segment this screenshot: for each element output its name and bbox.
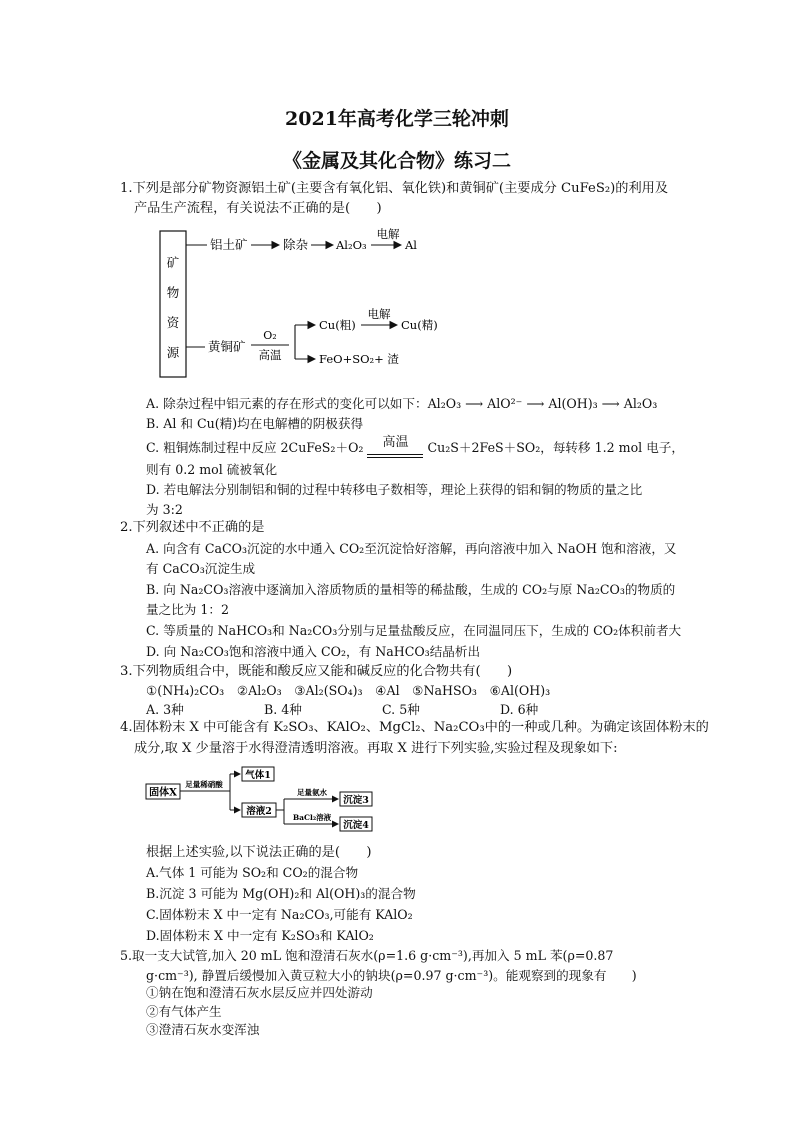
q4-stem-line1: 4.固体粉末 X 中可能含有 K₂SO₃、KAlO₂、MgCl₂、Na₂CO₃中的一种或几种。为确定该固体粉末的: [120, 720, 709, 735]
q1-option-a: A. 除杂过程中铝元素的存在形式的变化可以如下：Al₂O₃ ⟶ AlO²⁻ ⟶ Al(OH)₃ ⟶ Al₂O₃: [146, 396, 658, 411]
q5-stem-line1: 5.取一支大试管,加入 20 mL 饱和澄清石灰水(ρ=1.6 g·cm⁻³),再加入 5 mL 苯(ρ=0.87: [120, 948, 614, 963]
solid-x-label: 固体X: [149, 787, 177, 799]
source-char-4: 源: [166, 345, 180, 360]
q1-flow-diagram: [155, 225, 485, 385]
q4-flow-diagram: [144, 764, 384, 836]
source-char-1: 矿: [166, 255, 180, 270]
q1-stem-line2: 产品生产流程，有关说法不正确的是( ): [134, 201, 382, 216]
source-char-3: 资: [166, 315, 180, 330]
crude-copper-label: Cu(粗): [319, 318, 356, 332]
refined-copper-label: Cu(精): [401, 318, 438, 332]
q3-items: ①(NH₄)₂CO₃ ②Al₂O₃ ③Al₂(SO₄)₃ ④Al ⑤NaHSO₃ ⑥Al(OH)₃: [146, 683, 551, 698]
q2-option-c: C. 等质量的 NaHCO₃和 Na₂CO₃分别与足量盐酸反应，在同温同压下，生成的 CO₂体积前者大: [146, 623, 682, 638]
al-label: Al: [405, 238, 417, 252]
precipitate-3-label: 沉淀3: [343, 795, 369, 806]
q3-option-a: A. 3种: [146, 702, 184, 717]
bauxite-label: 铝土矿: [210, 237, 248, 252]
q4-option-d: D.固体粉末 X 中一定有 K₂SO₃和 KAlO₂: [146, 928, 374, 943]
q1-option-c-line2: 则有 0.2 mol 硫被氧化: [146, 462, 278, 477]
q4-option-a: A.气体 1 可能为 SO₂和 CO₂的混合物: [146, 865, 359, 880]
reagent-bacl2-label: BaCl₂溶液: [292, 813, 332, 822]
source-char-2: 物: [166, 285, 180, 300]
remove-impurity-label: 除杂: [283, 237, 309, 252]
q3-option-b: B. 4种: [264, 702, 302, 717]
q1-option-c-lhs: C. 粗铜炼制过程中反应 2CuFeS₂＋O₂: [146, 440, 364, 455]
q1-option-d-line2: 为 3:2: [146, 502, 183, 517]
q5-item-3: ③澄清石灰水变浑浊: [146, 1022, 260, 1037]
q1-option-d-line1: D. 若电解法分别制铝和铜的过程中转移电子数相等，理论上获得的铝和铜的物质的量之比: [146, 482, 643, 497]
q1-option-c: [146, 435, 684, 458]
solution-2-label: 溶液2: [246, 806, 272, 817]
q5-stem-line2: g·cm⁻³), 静置后缓慢加入黄豆粒大小的钠块(ρ=0.97 g·cm⁻³)。能观察到的现象有 ): [146, 968, 637, 983]
q3-options: [146, 700, 538, 720]
q4-option-c: C.固体粉末 X 中一定有 Na₂CO₃,可能有 KAlO₂: [146, 907, 413, 922]
q1-option-b: B. Al 和 Cu(精)均在电解槽的阴极获得: [146, 416, 364, 431]
gas-1-label: 气体1: [245, 770, 271, 781]
reagent-nitric-acid-label: 足量稀硝酸: [185, 780, 223, 789]
byproducts-label: FeO+SO₂+ 渣: [319, 352, 399, 366]
q1-stem-line1: 1.下列是部分矿物资源铝土矿(主要含有氧化铝、氧化铁)和黄铜矿(主要成分 CuFeS₂)的利用及: [120, 181, 669, 196]
al2o3-label: Al₂O₃: [336, 238, 367, 252]
q2-stem: 2.下列叙述中不正确的是: [120, 520, 265, 535]
reaction-condition-arrow: [367, 435, 423, 458]
q2-option-d: D. 向 Na₂CO₃饱和溶液中通入 CO₂，有 NaHCO₃结晶析出: [146, 644, 481, 659]
q5-item-2: ②有气体产生: [146, 1004, 222, 1019]
q5-item-1: ①钠在饱和澄清石灰水层反应并四处游动: [146, 985, 373, 1000]
reagent-ammonia-label: 足量氨水: [297, 788, 327, 797]
q1-option-c-rhs: Cu₂S＋2FeS＋SO₂，每转移 1.2 mol 电子，: [427, 440, 684, 455]
chalcopyrite-label: 黄铜矿: [208, 339, 246, 354]
q4-ask: 根据上述实验,以下说法正确的是( ): [146, 845, 372, 860]
document-title: 2021年高考化学三轮冲刺: [285, 108, 509, 130]
electrolysis-1-label: 电解: [376, 227, 400, 241]
q3-stem: 3.下列物质组合中，既能和酸反应又能和碱反应的化合物共有( ): [120, 664, 513, 679]
document-subtitle: 《金属及其化合物》练习二: [282, 150, 511, 172]
q2-option-a-line1: A. 向含有 CaCO₃沉淀的水中通入 CO₂至沉淀恰好溶解，再向溶液中加入 NaOH 饱和溶液，又: [146, 541, 677, 556]
q4-option-b: B.沉淀 3 可能为 Mg(OH)₂和 Al(OH)₃的混合物: [146, 886, 416, 901]
precipitate-4-label: 沉淀4: [343, 820, 369, 831]
q2-option-b-line1: B. 向 Na₂CO₃溶液中逐滴加入溶质物质的量相等的稀盐酸，生成的 CO₂与原 Na₂CO₃的物质的: [146, 582, 676, 597]
reaction-condition: 高温: [382, 435, 409, 450]
q3-option-c: C. 5种: [382, 702, 420, 717]
q2-option-b-line2: 量之比为 1：2: [146, 602, 229, 617]
q2-option-a-line2: 有 CaCO₃沉淀生成: [146, 561, 256, 576]
high-temp-label: 高温: [258, 348, 282, 362]
electrolysis-2-label: 电解: [367, 307, 391, 321]
oxygen-label: O₂: [263, 329, 277, 342]
q3-option-d: D. 6种: [500, 702, 539, 717]
q4-stem-line2: 成分,取 X 少量溶于水得澄清透明溶液。再取 X 进行下列实验,实验过程及现象如下:: [134, 741, 618, 756]
